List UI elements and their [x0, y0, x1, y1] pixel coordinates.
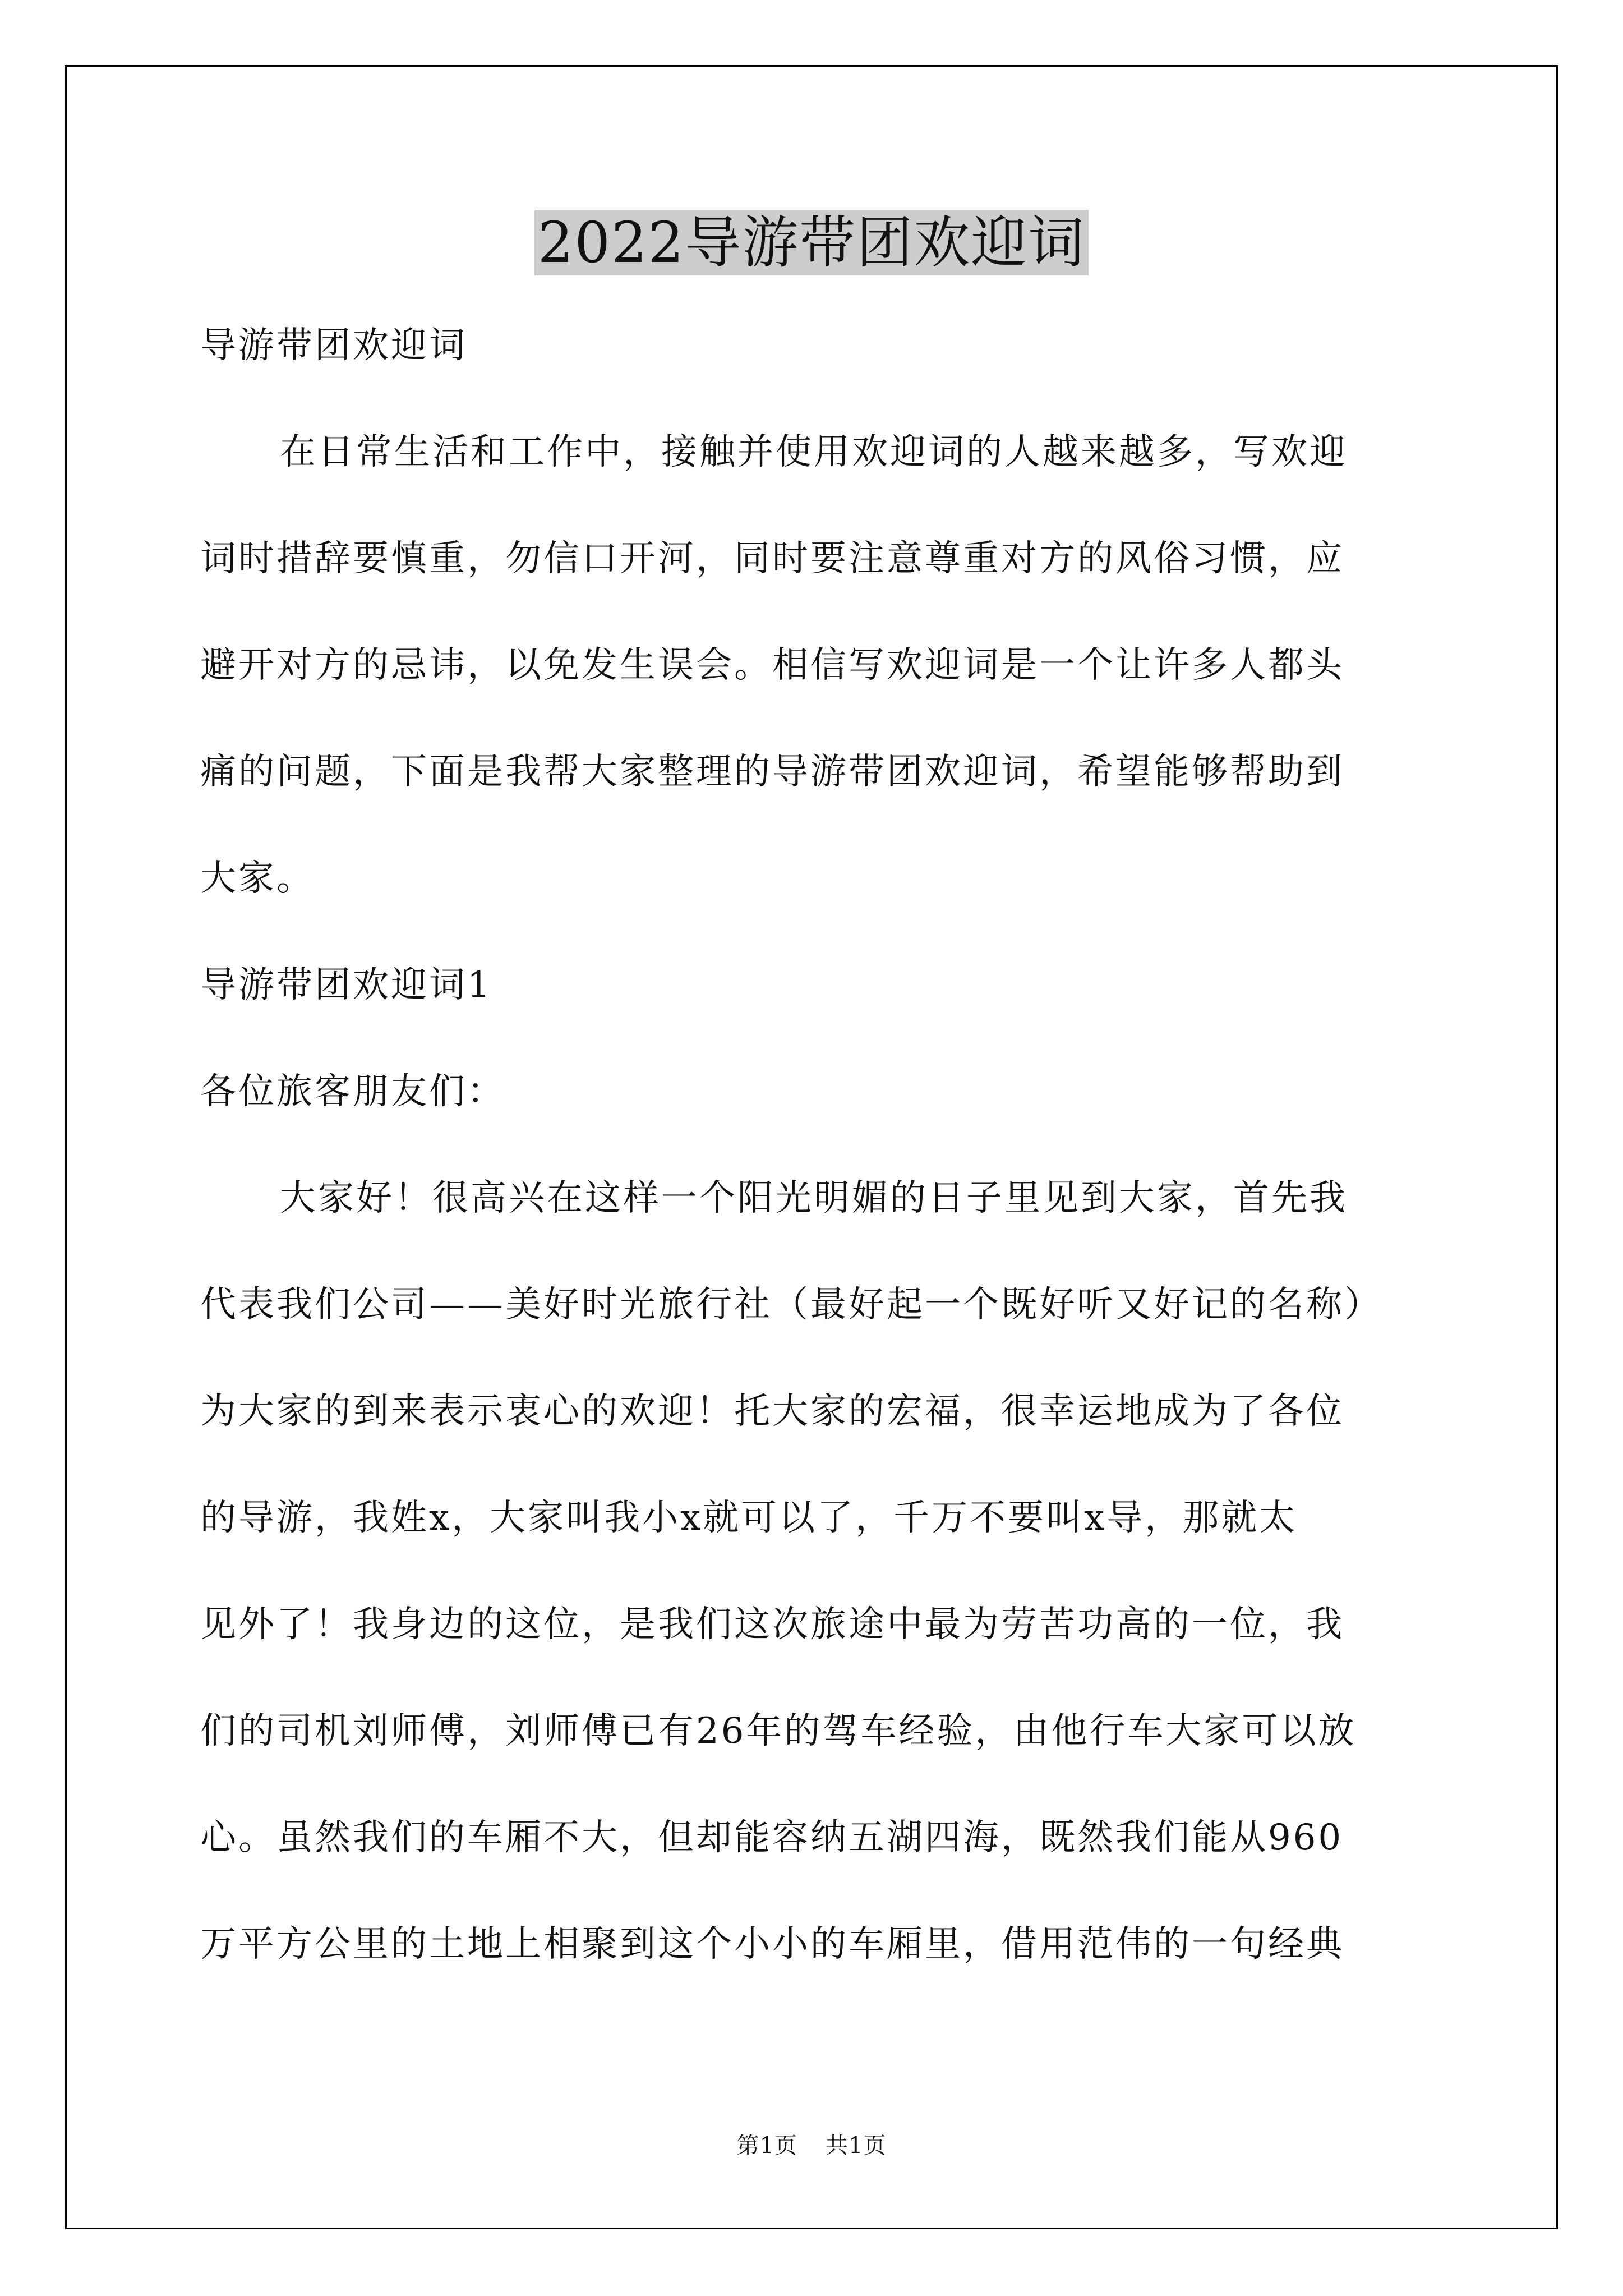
document-title: [0, 206, 1623, 279]
speech-line-6: 们的司机刘师傅，刘师傅已有26年的驾车经验，由他行车大家可以放: [200, 1710, 1357, 1752]
speech-paragraph: [200, 1172, 1431, 1971]
section-heading: 导游带团欢迎词1: [200, 964, 492, 1006]
document-body: [200, 319, 1431, 1971]
page-total: 共1页: [826, 2133, 887, 2159]
intro-line-5: 大家。: [200, 858, 315, 899]
page-footer: [0, 2132, 1623, 2160]
page-number: 第1页: [736, 2133, 797, 2159]
speech-line-1: 大家好！很高兴在这样一个阳光明媚的日子里见到大家，首先我: [280, 1177, 1348, 1219]
subtitle: 导游带团欢迎词: [200, 325, 467, 366]
intro-line-3: 避开对方的忌讳，以免发生误会。相信写欢迎词是一个让许多人都头: [200, 645, 1344, 686]
speech-line-3: 为大家的到来表示衷心的欢迎！托大家的宏福，很幸运地成为了各位: [200, 1391, 1344, 1432]
speech-line-5: 见外了！我身边的这位，是我们这次旅途中最为劳苦功高的一位，我: [200, 1604, 1344, 1645]
intro-paragraph: [200, 426, 1431, 905]
speech-line-7: 心。虽然我们的车厢不大，但却能容纳五湖四海，既然我们能从960: [200, 1817, 1344, 1858]
speech-line-4: 的导游，我姓x，大家叫我小x就可以了，千万不要叫x导，那就太: [200, 1497, 1298, 1539]
speech-line-2: 代表我们公司——美好时光旅行社（最好起一个既好听又好记的名称）: [200, 1284, 1382, 1326]
intro-line-4: 痛的问题，下面是我帮大家整理的导游带团欢迎词，希望能够帮助到: [200, 751, 1344, 793]
document-title-text: 2022导游带团欢迎词: [534, 210, 1089, 275]
speech-line-8: 万平方公里的土地上相聚到这个小小的车厢里，借用范伟的一句经典: [200, 1924, 1344, 1965]
intro-line-1: 在日常生活和工作中，接触并使用欢迎词的人越来越多，写欢迎: [280, 431, 1348, 473]
intro-line-2: 词时措辞要慎重，勿信口开河，同时要注意尊重对方的风俗习惯，应: [200, 538, 1344, 579]
greeting: 各位旅客朋友们：: [200, 1071, 505, 1112]
